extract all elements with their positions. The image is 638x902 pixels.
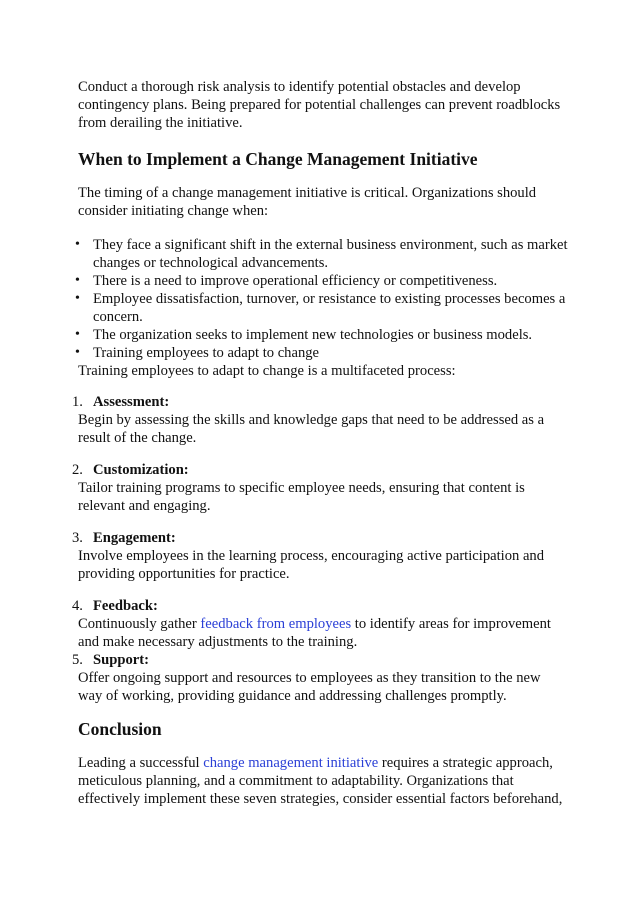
- step-body: Involve employees in the learning process, encouraging active participation and providing opportunities for practice.: [78, 548, 545, 582]
- step-title: Engagement:: [93, 530, 176, 546]
- feedback-link[interactable]: feedback from employees: [200, 616, 352, 632]
- bullet-icon: •: [75, 345, 80, 360]
- training-lead-paragraph: Training employees to adapt to change is a multifaceted process:: [78, 363, 456, 379]
- step-title: Feedback:: [93, 598, 158, 614]
- step-number: 2.: [72, 462, 83, 478]
- step-support: [72, 651, 568, 705]
- document-page: [72, 78, 568, 808]
- section-heading-when: When to Implement a Change Management Initiative: [78, 149, 478, 169]
- step-title: Assessment:: [93, 394, 170, 410]
- step-body: Tailor training programs to specific employee needs, ensuring that content is relevant and engaging.: [78, 480, 525, 514]
- list-item: • Training employees to adapt to change: [75, 345, 320, 361]
- step-body: Offer ongoing support and resources to employees as they transition to the new way of working, providing guidance and addressing challenges promptly.: [78, 670, 541, 704]
- conclusion-paragraph: Leading a successful change management initiative requires a strategic approach, meticulous planning, and a commitment to adaptability. Organizations that effectively implement these seven strategies, consider essential factors beforehand,: [78, 755, 563, 807]
- change-management-link[interactable]: change management initiative: [203, 755, 379, 771]
- step-number: 4.: [72, 598, 83, 614]
- bullet-icon: •: [75, 237, 80, 252]
- bullet-icon: •: [75, 327, 80, 342]
- step-feedback: [72, 597, 568, 651]
- step-number: 1.: [72, 394, 83, 410]
- step-number: 3.: [72, 530, 83, 546]
- step-body: Begin by assessing the skills and knowledge gaps that need to be addressed as a result of the change.: [78, 412, 545, 446]
- step-engagement: [72, 529, 568, 583]
- list-item: • There is a need to improve operational efficiency or competitiveness.: [75, 273, 498, 289]
- step-customization: [72, 461, 568, 515]
- step-body: Continuously gather feedback from employees to identify areas for improvement and make necessary adjustments to the training.: [78, 616, 551, 650]
- intro-paragraph: Conduct a thorough risk analysis to identify potential obstacles and develop contingency plans. Being prepared for potential challenges can prevent roadblocks from derailing the initiative.: [78, 79, 561, 131]
- step-number: 5.: [72, 652, 83, 668]
- when-lead-paragraph: The timing of a change management initiative is critical. Organizations should consider initiating change when:: [78, 185, 537, 219]
- list-item: • The organization seeks to implement new technologies or business models.: [75, 327, 533, 343]
- list-item: • Employee dissatisfaction, turnover, or resistance to existing processes becomes a concern.: [75, 291, 566, 325]
- bullet-icon: •: [75, 291, 80, 306]
- step-title: Customization:: [93, 462, 189, 478]
- bullet-icon: •: [75, 273, 80, 288]
- section-heading-conclusion: Conclusion: [78, 719, 162, 739]
- step-title: Support:: [93, 652, 149, 668]
- conditions-list: [75, 236, 568, 362]
- list-item: • They face a significant shift in the external business environment, such as market changes or technological advancements.: [75, 237, 568, 271]
- step-assessment: [72, 393, 568, 447]
